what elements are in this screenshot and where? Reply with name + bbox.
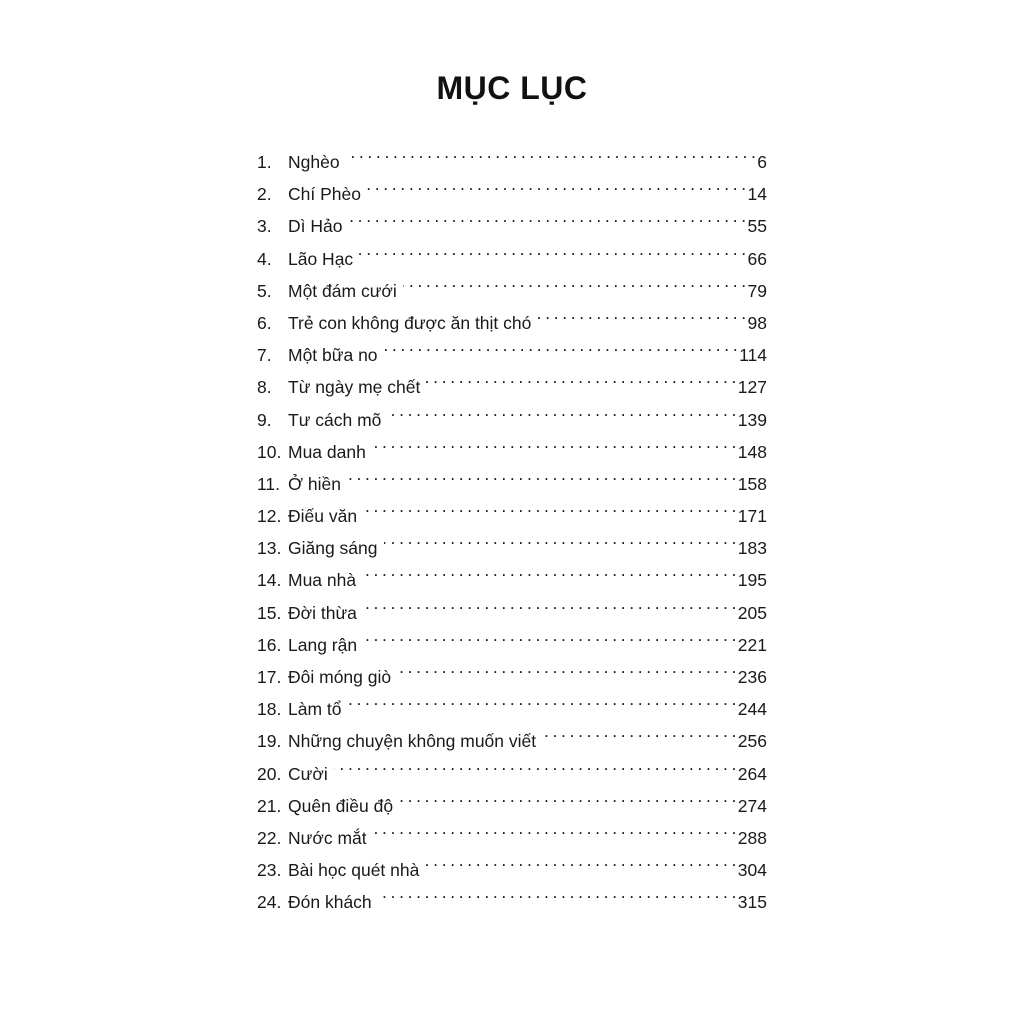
toc-entry-page-number: 158 [737, 473, 767, 494]
dot-leader [348, 683, 736, 715]
toc-entry-title: Nước mắt [288, 827, 367, 848]
toc-entry-title: Nghèo [288, 152, 340, 172]
dot-leader [542, 715, 736, 747]
toc-entry-page-number: 66 [747, 248, 767, 269]
dot-leader [346, 136, 756, 168]
dot-leader [373, 812, 736, 844]
toc-entry-title: Trẻ con không được ăn thịt chó [288, 312, 532, 333]
toc-entry-number: 24. [257, 892, 282, 913]
dot-leader [387, 394, 735, 426]
toc-entry-number: 21. [257, 795, 282, 816]
toc-entry-page-number: 264 [737, 763, 767, 784]
toc-entry-number: 9. [257, 409, 272, 430]
toc-entry-number: 3. [257, 216, 272, 237]
toc-entry-page-number: 127 [737, 377, 767, 398]
toc-entry-title: Dì Hảo [288, 216, 343, 237]
dot-leader [403, 265, 746, 297]
dot-leader [425, 844, 735, 876]
toc-entry-title: Đời thừa [288, 602, 357, 623]
toc-entry-page-number: 256 [737, 731, 767, 752]
toc-entry-number: 19. [257, 731, 282, 752]
toc-entry-page-number: 304 [737, 860, 767, 881]
toc-entry-title: Làm tổ [288, 699, 342, 720]
toc-entry-title: Từ ngày mẹ chết [288, 377, 421, 398]
toc-entry-title: Tư cách mõ [288, 409, 382, 430]
toc-entry-number: 10. [257, 441, 282, 462]
toc-entry-page-number: 55 [747, 216, 767, 237]
toc-entry-title: Bài học quét nhà [288, 860, 420, 881]
dot-leader [334, 748, 736, 780]
dot-leader [347, 458, 736, 490]
toc-entry-number: 6. [257, 312, 272, 333]
dot-leader [348, 200, 745, 232]
toc-entry-title: Đón khách [288, 892, 372, 913]
dot-leader [426, 361, 735, 393]
toc-entry-title: Mua danh [288, 441, 366, 462]
dot-leader [397, 651, 736, 683]
toc-entry-number: 17. [257, 667, 282, 687]
toc-entry-page-number: 195 [737, 570, 767, 591]
dot-leader [384, 329, 738, 361]
toc-entry-page-number: 221 [737, 634, 767, 655]
table-of-contents [257, 136, 767, 913]
toc-entry-number: 12. [257, 506, 282, 527]
toc-entry-page-number: 79 [747, 280, 767, 301]
toc-entry-title: Cười [288, 763, 328, 784]
toc-entry-number: 1. [257, 152, 272, 172]
toc-entry-number: 13. [257, 538, 282, 559]
toc-entry-number: 8. [257, 377, 272, 398]
toc-entry-number: 22. [257, 827, 282, 848]
toc-entry-number: 5. [257, 280, 272, 301]
toc-entry [257, 748, 767, 784]
dot-leader [359, 233, 745, 265]
toc-entry-title: Một đám cưới [288, 280, 397, 301]
toc-entry-title: Chí Phèo [288, 184, 361, 205]
dot-leader [362, 554, 736, 586]
toc-entry [257, 136, 767, 172]
toc-entry-page-number: 139 [737, 409, 767, 430]
toc-entry-page-number: 244 [737, 699, 767, 720]
toc-entry-number: 15. [257, 602, 282, 623]
toc-entry-title: Mua nhà [288, 570, 357, 591]
toc-entry-number: 18. [257, 699, 282, 720]
toc-entry-title: Những chuyện không muốn viết [288, 731, 537, 752]
toc-entry-title: Quên điều độ [288, 795, 394, 816]
toc-entry-page-number: 315 [737, 892, 767, 913]
toc-entry-title: Ở hiền [288, 473, 341, 494]
dot-leader [537, 297, 745, 329]
toc-entry-page-number: 183 [737, 538, 767, 559]
toc-entry-number: 7. [257, 345, 272, 366]
dot-leader [363, 490, 736, 522]
toc-entry-page-number: 148 [737, 441, 767, 462]
toc-entry-page-number: 98 [747, 312, 767, 333]
toc-entry-number: 16. [257, 634, 282, 655]
dot-leader [384, 522, 736, 554]
toc-entry-title: Lão Hạc [288, 248, 354, 269]
toc-entry-page-number: 171 [737, 506, 767, 527]
toc-entry-page-number: 14 [747, 184, 767, 205]
toc-entry-number: 20. [257, 763, 282, 784]
toc-entry-title: Một bữa no [288, 345, 378, 366]
toc-entry-number: 23. [257, 860, 282, 881]
toc-entry-page-number: 205 [737, 602, 767, 623]
toc-entry-title: Giăng sáng [288, 538, 378, 559]
toc-entry-page-number: 274 [737, 795, 767, 816]
toc-entry-page-number: 6 [757, 152, 767, 172]
toc-entry-number: 2. [257, 184, 272, 205]
dot-leader [363, 587, 736, 619]
toc-entry-number: 11. [257, 473, 281, 494]
dot-leader [372, 426, 736, 458]
toc-entry-page-number: 114 [739, 345, 767, 366]
toc-entry-title: Đôi móng giò [288, 667, 392, 687]
toc-entry-page-number: 236 [737, 667, 767, 687]
dot-leader [399, 780, 736, 812]
toc-entry-title: Điếu văn [288, 506, 358, 527]
toc-entry-page-number: 288 [737, 827, 767, 848]
dot-leader [363, 619, 736, 651]
toc-entry-number: 14. [257, 570, 282, 591]
dot-leader [378, 876, 736, 908]
dot-leader [367, 168, 746, 200]
page-title: MỤC LỤC [436, 70, 588, 106]
toc-entry-title: Lang rận [288, 634, 358, 655]
toc-entry-number: 4. [257, 248, 272, 269]
